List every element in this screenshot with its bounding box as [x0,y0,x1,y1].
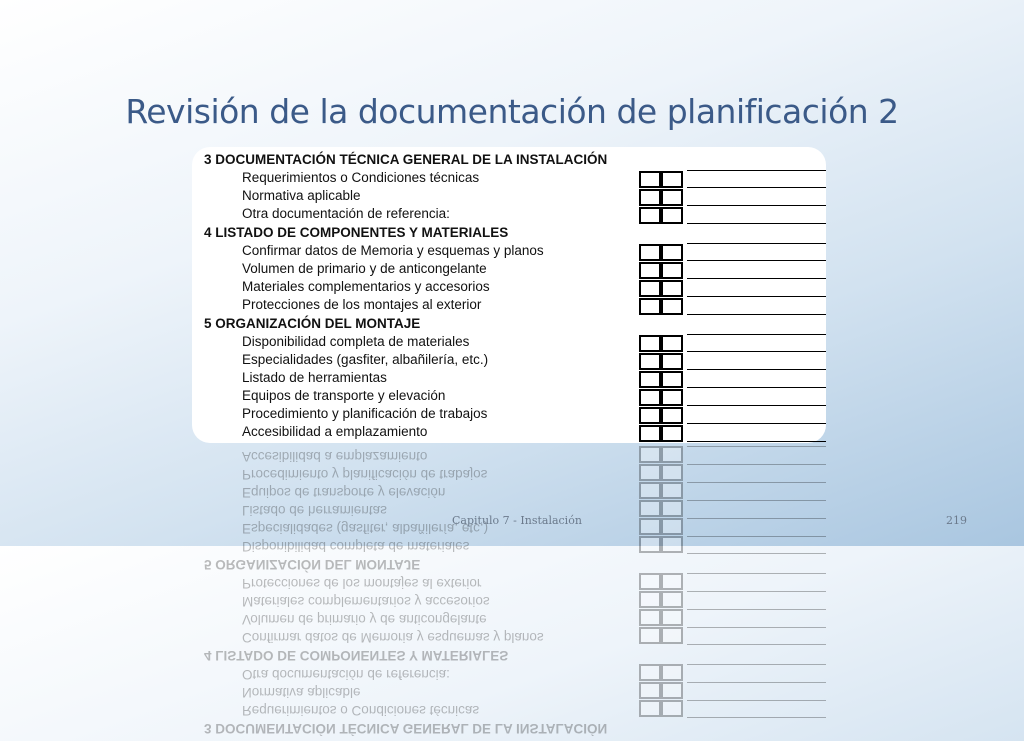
checkbox-yes[interactable] [639,664,661,681]
checklist-item: Normativa aplicable [242,685,361,700]
checkbox-no[interactable] [661,682,683,699]
checklist-item: Especialidades (gasfiter, albañilería, etc.) [242,521,489,536]
answer-line-top [687,644,826,645]
section-heading: 4 LISTADO DE COMPONENTES Y MATERIALES [204,225,509,240]
answer-line-top [687,553,826,554]
checkbox-no[interactable] [661,446,683,463]
answer-line-top [687,717,826,718]
checklist-item: Disponibilidad completa de materiales [242,539,470,554]
checklist-item: Requerimientos o Condiciones técnicas [242,703,480,718]
answer-line[interactable] [687,387,826,388]
checklist-item: Confirmar datos de Memoria y esquemas y planos [242,630,544,645]
checklist-item: Equipos de transporte y elevación [242,388,446,403]
checklist-item: Listado de herramientas [242,370,387,385]
checklist-item: Accesibilidad a emplazamiento [242,449,428,464]
answer-line[interactable] [687,609,826,610]
checkbox-no[interactable] [661,482,683,499]
answer-line[interactable] [687,500,826,501]
slide-title: Revisión de la documentación de planificación 2 [125,92,899,131]
checkbox-no[interactable] [661,371,683,388]
checkbox-yes[interactable] [639,591,661,608]
checkbox-yes[interactable] [639,573,661,590]
answer-line[interactable] [687,314,826,315]
checkbox-yes[interactable] [639,500,661,517]
checkbox-no[interactable] [661,627,683,644]
checklist-item: Accesibilidad a emplazamiento [242,424,428,439]
checkbox-yes[interactable] [639,536,661,553]
checklist-item: Disponibilidad completa de materiales [242,334,470,349]
answer-line[interactable] [687,441,826,442]
answer-line-top [687,243,826,244]
checkbox-yes[interactable] [639,171,661,188]
checklist-item: Equipos de transporte y elevación [242,485,446,500]
checkbox-no[interactable] [661,335,683,352]
checkbox-no[interactable] [661,609,683,626]
checkbox-yes[interactable] [639,335,661,352]
answer-line[interactable] [687,205,826,206]
answer-line[interactable] [687,296,826,297]
checkbox-no[interactable] [661,189,683,206]
checklist-card [192,147,826,443]
checkbox-yes[interactable] [639,244,661,261]
section-heading: 5 ORGANIZACIÓN DEL MONTAJE [204,316,421,331]
checkbox-no[interactable] [661,700,683,717]
checkbox-yes[interactable] [639,407,661,424]
checkbox-yes[interactable] [639,627,661,644]
answer-line[interactable] [687,351,826,352]
checkbox-yes[interactable] [639,425,661,442]
checkbox-yes[interactable] [639,464,661,481]
checkbox-no[interactable] [661,171,683,188]
checkbox-yes[interactable] [639,280,661,297]
page-number: 219 [946,514,967,527]
checklist-item: Especialidades (gasfiter, albañilería, etc.) [242,352,489,367]
checkbox-no[interactable] [661,389,683,406]
checkbox-yes[interactable] [639,262,661,279]
answer-line[interactable] [687,446,826,447]
checkbox-yes[interactable] [639,207,661,224]
answer-line[interactable] [687,369,826,370]
checkbox-no[interactable] [661,207,683,224]
checkbox-yes[interactable] [639,189,661,206]
checklist-item: Normativa aplicable [242,188,361,203]
answer-line[interactable] [687,664,826,665]
answer-line[interactable] [687,464,826,465]
section-heading: 4 LISTADO DE COMPONENTES Y MATERIALES [204,648,509,663]
checkbox-no[interactable] [661,464,683,481]
answer-line[interactable] [687,260,826,261]
checkbox-no[interactable] [661,244,683,261]
checklist-item: Requerimientos o Condiciones técnicas [242,170,480,185]
checkbox-yes[interactable] [639,371,661,388]
answer-line[interactable] [687,482,826,483]
checkbox-yes[interactable] [639,353,661,370]
checkbox-no[interactable] [661,500,683,517]
answer-line[interactable] [687,223,826,224]
checkbox-no[interactable] [661,573,683,590]
answer-line[interactable] [687,278,826,279]
checklist-item: Materiales complementarios y accesorios [242,279,490,294]
checkbox-yes[interactable] [639,298,661,315]
checkbox-yes[interactable] [639,700,661,717]
checklist-reflection [192,445,826,736]
checklist-item: Volumen de primario y de anticongelante [242,261,487,276]
checklist-item: Protecciones de los montajes al exterior [242,576,482,591]
checklist-item: Materiales complementarios y accesorios [242,594,490,609]
checkbox-yes[interactable] [639,446,661,463]
checklist-item: Volumen de primario y de anticongelante [242,612,487,627]
checklist-item: Protecciones de los montajes al exterior [242,297,482,312]
answer-line-top [687,334,826,335]
checklist-item: Otra documentación de referencia: [242,206,450,221]
answer-line[interactable] [687,573,826,574]
answer-line[interactable] [687,405,826,406]
section-heading: 3 DOCUMENTACIÓN TÉCNICA GENERAL DE LA INSTALACIÓN [204,152,608,167]
section-heading: 5 ORGANIZACIÓN DEL MONTAJE [204,557,421,572]
checkbox-no[interactable] [661,298,683,315]
checkbox-no[interactable] [661,280,683,297]
checklist-item: Procedimiento y planificación de trabajos [242,467,488,482]
checkbox-no[interactable] [661,353,683,370]
checklist-item: Listado de herramientas [242,503,387,518]
answer-line[interactable] [687,591,826,592]
checklist-item: Otra documentación de referencia: [242,667,450,682]
checkbox-no[interactable] [661,262,683,279]
footer-chapter: Capitulo 7 - Instalación [452,514,582,527]
answer-line[interactable] [687,187,826,188]
answer-line[interactable] [687,627,826,628]
answer-line[interactable] [687,700,826,701]
checklist-item: Confirmar datos de Memoria y esquemas y planos [242,243,544,258]
answer-line[interactable] [687,682,826,683]
checkbox-no[interactable] [661,425,683,442]
answer-line[interactable] [687,423,826,424]
checkbox-yes[interactable] [639,482,661,499]
checkbox-yes[interactable] [639,609,661,626]
checkbox-yes[interactable] [639,518,661,535]
answer-line-top [687,170,826,171]
checkbox-yes[interactable] [639,682,661,699]
checkbox-no[interactable] [661,536,683,553]
checklist-item: Procedimiento y planificación de trabajos [242,406,488,421]
answer-line[interactable] [687,518,826,519]
checkbox-yes[interactable] [639,389,661,406]
checkbox-no[interactable] [661,664,683,681]
checkbox-no[interactable] [661,518,683,535]
section-heading: 3 DOCUMENTACIÓN TÉCNICA GENERAL DE LA INSTALACIÓN [204,721,608,736]
answer-line[interactable] [687,536,826,537]
checkbox-no[interactable] [661,407,683,424]
checkbox-no[interactable] [661,591,683,608]
